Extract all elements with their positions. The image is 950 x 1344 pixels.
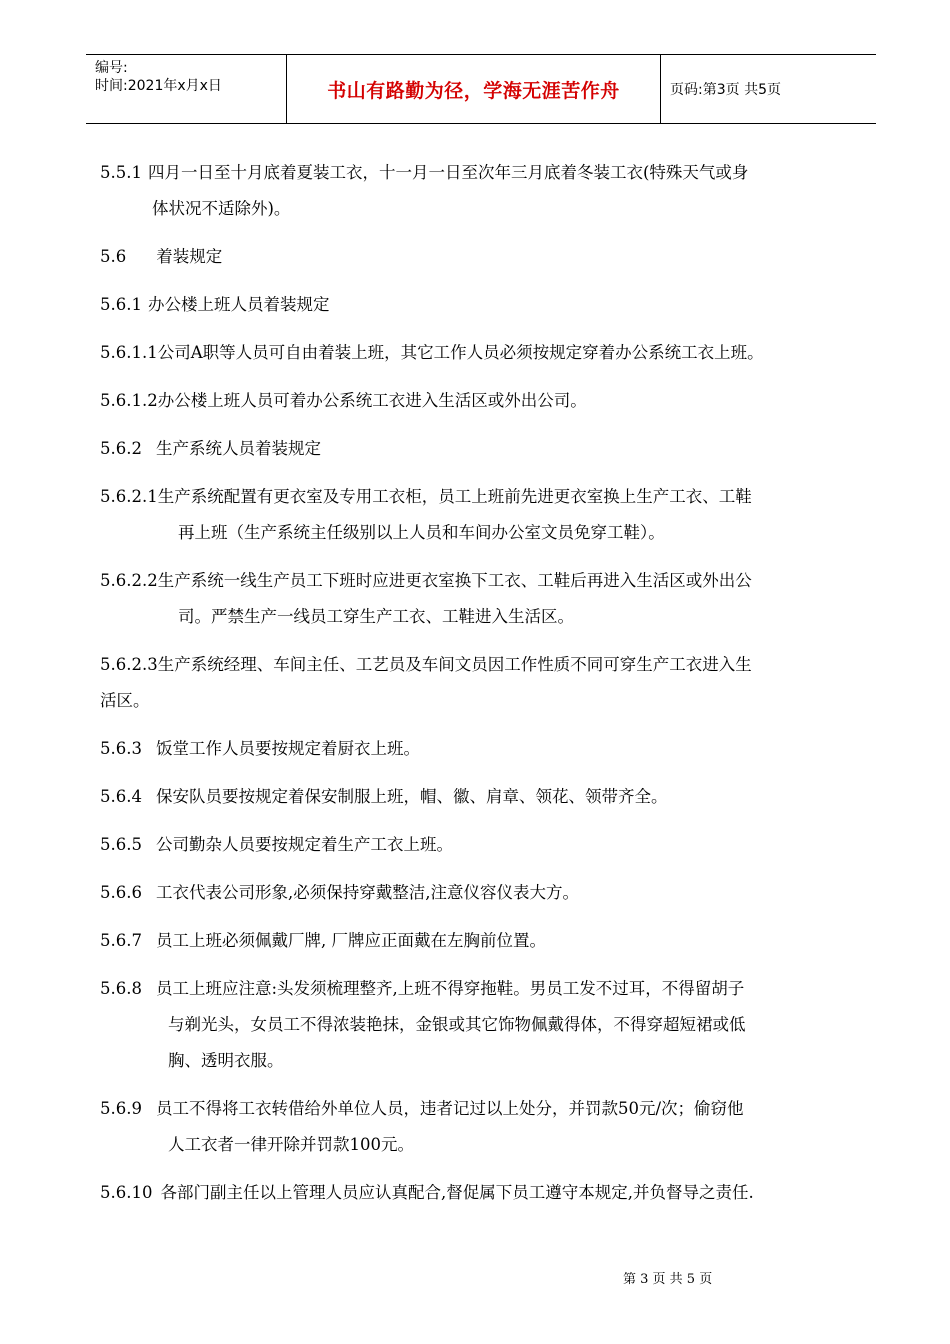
clause-text-line: 各部门副主任以上管理人员应认真配合,督促属下员工遵守本规定,并负督导之责任.: [160, 1183, 754, 1202]
clause-text-line: 员工上班应注意:头发须梳理整齐,上班不得穿拖鞋。男员工发不过耳，不得留胡子: [155, 979, 745, 998]
document-number-label: 编号:: [95, 60, 128, 76]
clause-number: 5.6.3: [100, 739, 142, 758]
clause-paragraph: [100, 1091, 870, 1163]
page-footer: 第 3 页 共 5 页: [623, 1272, 713, 1287]
clause-number: 5.6.1.1: [100, 343, 158, 362]
clause-text-line: 胸、透明衣服。: [168, 1051, 284, 1070]
clause-number: 5.6.4: [100, 787, 142, 806]
clause-paragraph: [100, 779, 870, 815]
clause-text-line: 活区。: [100, 691, 150, 710]
clause-number: 5.6.10: [100, 1183, 153, 1202]
clause-paragraph: [100, 923, 870, 959]
clause-text-line: 体状况不适除外)。: [152, 199, 291, 218]
clause-paragraph: [100, 287, 870, 323]
clause-number: 5.6.1: [100, 295, 142, 314]
clause-text-line: 着装规定: [156, 247, 223, 266]
clause-number: 5.6.9: [100, 1099, 142, 1118]
clause-paragraph: [100, 971, 870, 1079]
clause-text-line: 与剃光头，女员工不得浓装艳抹，金银或其它饰物佩戴得体，不得穿超短裙或低: [168, 1015, 746, 1034]
clause-text-line: 饭堂工作人员要按规定着厨衣上班。: [155, 739, 420, 758]
clause-paragraph: [100, 155, 870, 227]
clause-text-line: 办公楼上班人员着装规定: [147, 295, 330, 314]
clause-number: 5.6.7: [100, 931, 142, 950]
clause-number: 5.6.5: [100, 835, 142, 854]
clause-text-line: 保安队员要按规定着保安制服上班，帽、徽、肩章、领花、领带齐全。: [155, 787, 668, 806]
clause-text-line: 工衣代表公司形象,必须保持穿戴整洁,注意仪容仪表大方。: [155, 883, 579, 902]
header-page-label: 页码:第3页 共5页: [670, 82, 781, 98]
clause-text-line: 生产系统人员着装规定: [155, 439, 321, 458]
clause-paragraph: [100, 239, 870, 275]
clause-paragraph: [100, 335, 870, 371]
clause-paragraph: [100, 1175, 870, 1211]
clause-number: 5.6.2.1: [100, 487, 158, 506]
header-meta: [86, 55, 287, 123]
clause-text-line: 四月一日至十月底着夏装工衣，十一月一日至次年三月底着冬装工衣(特殊天气或身: [147, 163, 749, 182]
clause-paragraph: [100, 647, 870, 719]
clause-number: 5.6.2.3: [100, 655, 158, 674]
clause-text-line: 办公楼上班人员可着办公系统工衣进入生活区或外出公司。: [157, 391, 587, 410]
clause-text-line: 生产系统配置有更衣室及专用工衣柜，员工上班前先进更衣室换上生产工衣、工鞋: [157, 487, 752, 506]
document-time-label: 时间:2021年x月x日: [95, 78, 222, 94]
header-motto: 书山有路勤为径，学海无涯苦作舟: [287, 55, 661, 123]
clause-text-line: 生产系统一线生产员工下班时应进更衣室换下工衣、工鞋后再进入生活区或外出公: [157, 571, 752, 590]
clause-text-line: 生产系统经理、车间主任、工艺员及车间文员因工作性质不同可穿生产工衣进入生: [157, 655, 752, 674]
clause-paragraph: [100, 479, 870, 551]
clause-number: 5.6.2.2: [100, 571, 158, 590]
clause-text-line: 再上班（生产系统主任级别以上人员和车间办公室文员免穿工鞋）。: [178, 523, 665, 542]
clause-number: 5.5.1: [100, 163, 142, 182]
clause-text-line: 公司A职等人员可自由着装上班，其它工作人员必须按规定穿着办公系统工衣上班。: [157, 343, 764, 362]
clause-paragraph: [100, 431, 870, 467]
clause-number: 5.6.6: [100, 883, 142, 902]
clause-paragraph: [100, 563, 870, 635]
clause-text-line: 公司勤杂人员要按规定着生产工衣上班。: [155, 835, 453, 854]
clause-text-line: 司。严禁生产一线员工穿生产工衣、工鞋进入生活区。: [178, 607, 574, 626]
clause-text-line: 人工衣者一律开除并罚款100元。: [168, 1135, 414, 1154]
document-body: [100, 155, 870, 1211]
page-header: [86, 54, 876, 124]
clause-number: 5.6: [100, 247, 127, 266]
clause-number: 5.6.2: [100, 439, 142, 458]
clause-text-line: 员工不得将工衣转借给外单位人员，违者记过以上处分，并罚款50元/次；偷窃他: [155, 1099, 744, 1118]
clause-paragraph: [100, 731, 870, 767]
clause-paragraph: [100, 383, 870, 419]
clause-number: 5.6.1.2: [100, 391, 158, 410]
clause-text-line: 员工上班必须佩戴厂牌, 厂牌应正面戴在左胸前位置。: [155, 931, 546, 950]
clause-paragraph: [100, 875, 870, 911]
clause-number: 5.6.8: [100, 979, 142, 998]
clause-paragraph: [100, 827, 870, 863]
